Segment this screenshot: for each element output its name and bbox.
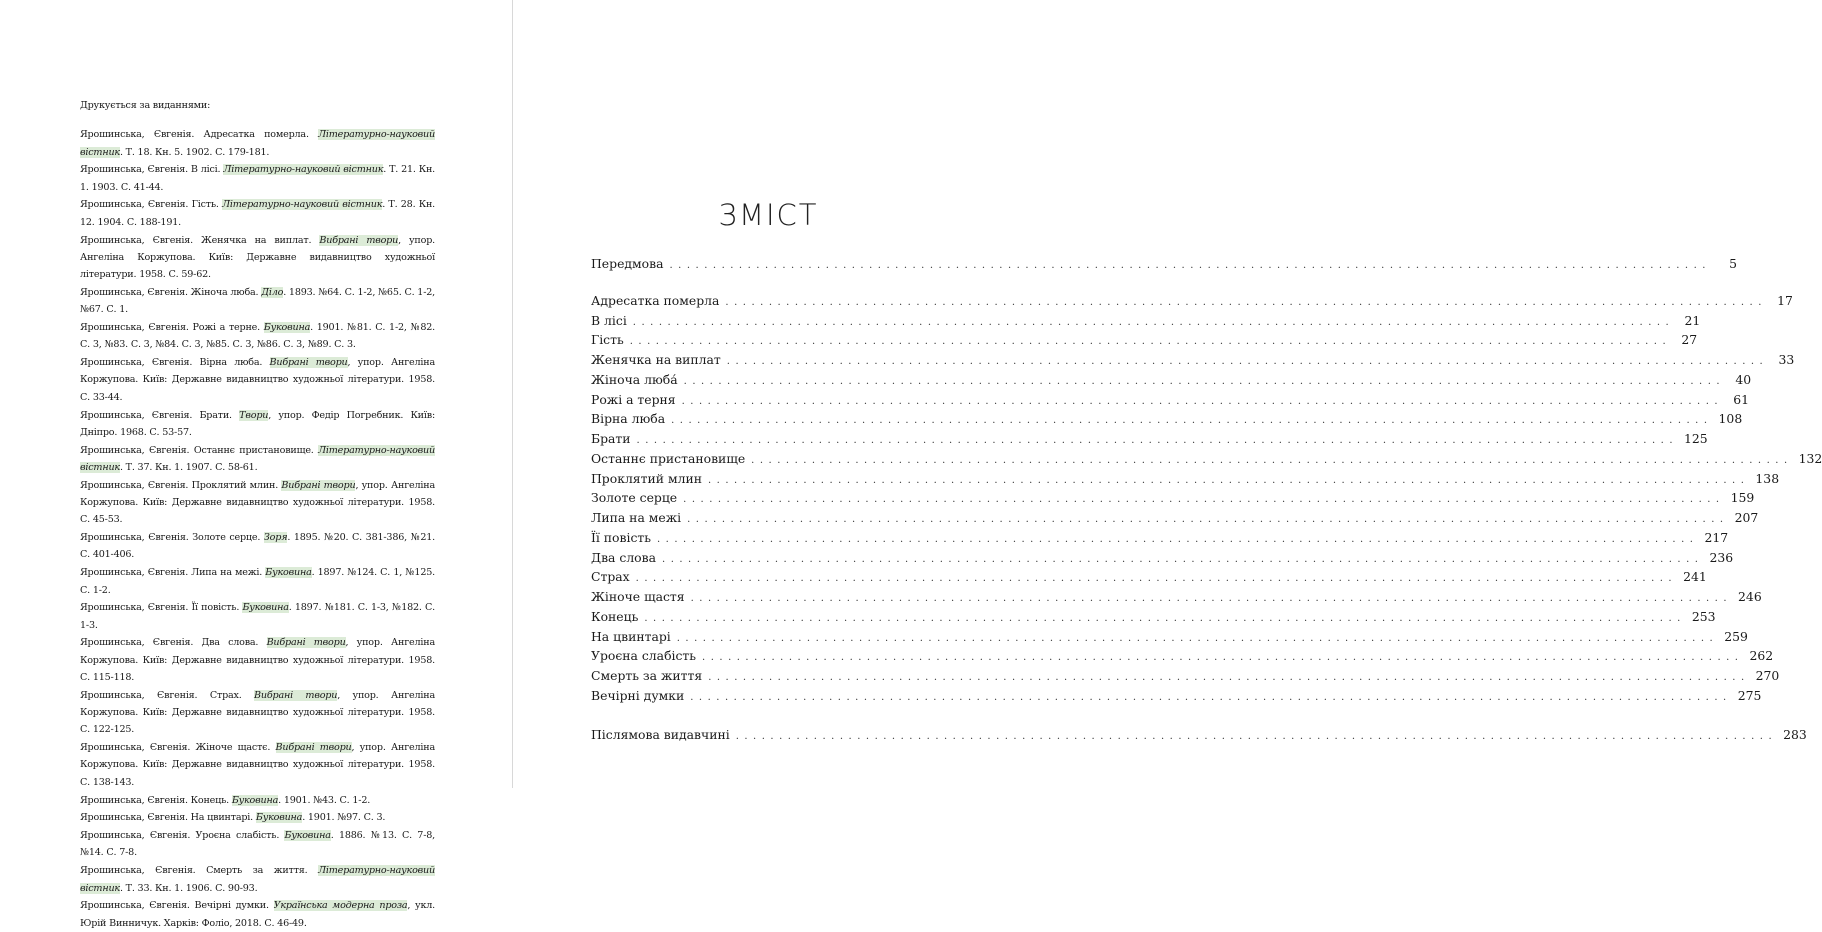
toc-item-page: 275 [1737, 687, 1762, 703]
source-entry-text: Ярошинська, Євгенія. Проклятий млин. [80, 479, 282, 491]
toc-row[interactable] [591, 569, 1707, 589]
toc-item-title: Рожі а терня [591, 391, 676, 407]
toc-row[interactable] [591, 391, 1750, 412]
source-publication-highlight: Буковина [242, 602, 289, 614]
toc-leader: ........................................................................................................................ [683, 375, 1726, 387]
source-entry [80, 477, 435, 529]
toc-item-title: Передмова [591, 256, 664, 271]
toc-leader: ........................................................................................................................ [708, 672, 1750, 683]
source-entry [80, 599, 435, 634]
toc-item-title: Страх [591, 569, 630, 585]
toc-item-title: На цвинтарі [591, 628, 671, 644]
source-entry-text: Ярошинська, Євгенія. Гість. [80, 199, 223, 211]
source-entry-text: Ярошинська, Євгенія. В лісі. [80, 164, 224, 176]
toc-leader: ........................................................................................................................ [629, 336, 1672, 348]
toc-leader: ........................................................................................................................ [635, 573, 1678, 585]
source-publication-highlight: Вибрані твори [275, 742, 352, 754]
toc-item-page: 27 [1681, 332, 1698, 348]
toc-row[interactable] [591, 470, 1780, 491]
source-entry-text: Ярошинська, Євгенія. Два слова. [80, 637, 267, 649]
source-publication-highlight: Твори [239, 409, 269, 421]
toc-row-afterword[interactable] [591, 726, 1807, 747]
source-entry [80, 529, 435, 564]
toc-item-page: 5 [1729, 256, 1737, 271]
source-entry-text: Ярошинська, Євгенія. Жіноче щастє. [80, 742, 276, 754]
source-entry-text: Ярошинська, Євгенія. Смерть за життя. [80, 865, 319, 877]
source-entry [80, 161, 435, 196]
toc-row[interactable] [591, 292, 1793, 313]
toc-row[interactable] [591, 312, 1701, 333]
toc-leader: ........................................................................................................................ [632, 316, 1675, 328]
source-entry-text: Ярошинська, Євгенія. Уроєна слабість. [80, 830, 285, 842]
toc-leader: ........................................................................................................................ [662, 553, 1704, 565]
toc-row[interactable] [591, 529, 1729, 550]
source-entry [80, 809, 435, 826]
source-publication-highlight: Зоря [263, 532, 288, 544]
source-entry-details: . Т. 18. Кн. 5. 1902. С. 179-181. [119, 146, 270, 158]
toc-row[interactable] [591, 687, 1762, 708]
toc-row[interactable] [591, 332, 1698, 352]
source-publication-highlight: Літературно-науковий вістник [80, 444, 435, 473]
toc-leader: ........................................................................................................................ [683, 494, 1725, 506]
toc-leader: ........................................................................................................................ [636, 435, 1678, 446]
source-entry-text: Ярошинська, Євгенія. Вірна люба. [80, 357, 270, 369]
toc-row[interactable] [591, 510, 1759, 530]
left-page [0, 0, 512, 929]
toc-item-title: Конець [591, 608, 639, 624]
source-entry-text: Ярошинська, Євгенія. Конець. [80, 794, 232, 806]
source-entry-details: . 1886. №13. С. 7-8, №14. С. 7-8. [80, 830, 435, 859]
source-entry-details: , упор. Ангеліна Коржупова. Київ: Державне видавництво художньої літератури. 1958. С. 115-118. [80, 637, 435, 683]
toc-row[interactable] [591, 352, 1795, 372]
source-entry [80, 564, 435, 599]
toc-item-page: 61 [1733, 391, 1750, 407]
source-publication-highlight: Буковина [284, 830, 331, 842]
toc-item-page: 241 [1683, 569, 1707, 585]
source-entry-text: Ярошинська, Євгенія. Страх. [80, 689, 255, 701]
table-of-contents [591, 256, 1822, 746]
toc-leader: ........................................................................................................................ [671, 415, 1713, 427]
toc-item-title: Гість [591, 332, 624, 348]
source-publication-highlight: Буковина [265, 567, 312, 579]
source-publication-highlight: Літературно-науковий вістник [80, 129, 435, 158]
toc-row[interactable] [591, 648, 1774, 668]
source-entry-details: . 1895. №20. С. 381-386, №21. С. 401-406. [80, 532, 435, 561]
source-entry-details: . 1897. №181. С. 1-3, №182. С. 1-3. [80, 602, 435, 631]
toc-row[interactable] [591, 490, 1755, 510]
sources-heading: Друкується за виданнями: [80, 100, 211, 111]
source-entry-details: . Т. 28. Кн. 12. 1904. С. 188-191. [80, 199, 436, 228]
toc-leader: ........................................................................................................................ [751, 454, 1793, 466]
toc-leader: ........................................................................................................................ [657, 533, 1699, 545]
source-publication-highlight: Вибрані твори [319, 234, 399, 246]
toc-leader: ........................................................................................................................ [687, 514, 1729, 525]
toc-leader: ........................................................................................................................ [735, 730, 1778, 742]
source-entry [80, 739, 435, 791]
toc-row[interactable] [591, 628, 1748, 649]
toc-item-page: 217 [1704, 529, 1729, 545]
toc-item-title: Її повість [591, 529, 651, 545]
toc-leader: ........................................................................................................................ [702, 652, 1744, 664]
source-entry [80, 354, 435, 406]
toc-leader: ........................................................................................................................ [690, 593, 1733, 604]
source-entry [80, 897, 435, 932]
source-publication-highlight: Літературно-науковий вістник [222, 199, 383, 211]
source-entry-details: , упор. Ангеліна Коржупова. Київ: Державне видавництво художньої літератури. 1958. С. 59-62. [80, 234, 435, 281]
toc-item-title: Два слова [591, 549, 657, 565]
toc-item-page: 108 [1718, 411, 1743, 427]
source-entry-text: Ярошинська, Євгенія. На цвинтарі. [80, 812, 256, 824]
toc-leader: ........................................................................................................................ [725, 296, 1767, 308]
sources-list [80, 97, 435, 932]
toc-item-page: 253 [1691, 608, 1716, 624]
source-entry-details: , упор. Федір Погребник. Київ: Дніпро. 1968. С. 53-57. [80, 409, 435, 438]
source-publication-highlight: Вибрані твори [269, 357, 348, 369]
source-entry-text: Ярошинська, Євгенія. Липа на межі. [80, 567, 266, 579]
source-publication-highlight: Вибрані твори [266, 637, 346, 649]
source-entry [80, 862, 435, 897]
source-entry-details: . Т. 33. Кн. 1. 1906. С. 90-93. [119, 882, 258, 894]
toc-item-title: Проклятий млин [591, 470, 702, 486]
toc-row[interactable] [591, 431, 1708, 451]
toc-item-page: 246 [1738, 589, 1762, 604]
source-entry-details: , упор. Ангеліна Коржупова. Київ: Державне видавництво художньої літератури. 1958. С. 122-125. [80, 689, 435, 736]
source-entry [80, 126, 435, 161]
toc-item-title: Вірна люба [591, 411, 666, 427]
toc-item-page: 21 [1684, 312, 1701, 328]
toc-leader: ........................................................................................................................ [669, 260, 1711, 271]
source-publication-highlight: Літературно-науковий вістник [80, 865, 435, 894]
source-publication-highlight: Діло [261, 286, 284, 298]
toc-item-title: Женячка на виплат [591, 352, 721, 367]
source-entry-details: , упор. Ангеліна Коржупова. Київ: Державне видавництво художньої літератури. 1958. С. 33-44. [80, 357, 435, 403]
sources-entries [80, 126, 435, 932]
toc-item-title: Брати [591, 431, 631, 446]
source-entry [80, 284, 435, 319]
source-entry [80, 687, 435, 739]
source-publication-highlight: Українська модерна проза [273, 900, 408, 912]
toc-item-page: 283 [1783, 726, 1807, 742]
toc-item-page: 138 [1755, 470, 1780, 486]
toc-leader: ........................................................................................................................ [726, 356, 1769, 367]
toc-row[interactable] [591, 549, 1734, 570]
toc-item-page: 17 [1777, 292, 1793, 308]
toc-row[interactable] [591, 411, 1743, 431]
source-publication-highlight: Вибрані твори [254, 689, 338, 701]
source-entry-text: Ярошинська, Євгенія. Брати. [80, 409, 240, 421]
toc-item-title: Останнє пристановище [591, 450, 746, 466]
source-entry-text: Ярошинська, Євгенія. Золоте серце. [80, 532, 264, 544]
source-entry-details: . 1901. №43. С. 1-2. [278, 794, 371, 806]
source-entry [80, 442, 435, 477]
toc-item-title: Жіноче щастя [591, 589, 685, 604]
toc-item-title: Смерть за життя [591, 668, 703, 683]
toc-item-title: Золоте серце [591, 490, 678, 506]
source-entry [80, 634, 435, 686]
toc-leader: ........................................................................................................................ [707, 474, 1750, 486]
source-entry-details: . Т. 37. Кн. 1. 1907. С. 58-61. [119, 461, 258, 473]
source-entry [80, 319, 435, 354]
source-entry-details: , упор. Ангеліна Коржупова. Київ: Державне видавництво художньої літератури. 1958. С. 138-143. [80, 742, 435, 788]
toc-row-preface[interactable] [591, 256, 1737, 276]
toc-item-page: 125 [1684, 431, 1708, 446]
toc-spacer [591, 276, 947, 293]
source-entry-details: , упор. Ангеліна Коржупова. Київ: Державне видавництво художньої літератури. 1958. С. 45-53. [80, 479, 435, 526]
toc-item-title: Післямова видавчині [591, 726, 730, 742]
source-entry [80, 232, 435, 284]
toc-item-page: 270 [1755, 668, 1780, 683]
toc-row[interactable] [591, 608, 1716, 629]
toc-item-title: В лісі [591, 312, 627, 328]
source-entry-text: Ярошинська, Євгенія. Адресатка померла. [80, 129, 319, 141]
source-entry [80, 407, 435, 442]
toc-item-title: Жіноча люба́ [591, 371, 678, 387]
toc-items [591, 292, 1822, 708]
source-entry-text: Ярошинська, Євгенія. Рожі а терне. [80, 322, 264, 334]
toc-item-page: 132 [1798, 450, 1822, 466]
right-page [513, 0, 1822, 788]
toc-item-page: 207 [1734, 510, 1759, 525]
toc-item-page: 262 [1749, 648, 1774, 664]
toc-item-title: Липа на межі [591, 510, 682, 525]
source-publication-highlight: Буковина [231, 794, 279, 806]
toc-row[interactable] [591, 668, 1780, 688]
toc-spacer [591, 708, 947, 727]
toc-leader: ........................................................................................................................ [676, 632, 1719, 644]
source-publication-highlight: Буковина [263, 322, 311, 334]
source-entry-details: . 1901. №81. С. 1-2, №82. С. 3, №83. С. 3, №84. С. 3, №85. С. 3, №86. С. 3, №89. С. 3. [80, 322, 435, 351]
toc-leader: ........................................................................................................................ [644, 612, 1686, 624]
source-entry [80, 792, 435, 809]
source-entry-text: Ярошинська, Євгенія. Її повість. [80, 602, 243, 614]
source-publication-highlight: Буковина [255, 812, 303, 824]
toc-item-page: 40 [1735, 371, 1752, 387]
toc-title: ЗМІСТ [718, 198, 819, 232]
source-entry-details: . 1897. №124. С. 1, №125. С. 1-2. [80, 567, 435, 596]
source-entry-text: Ярошинська, Євгенія. Жіноча люба. [80, 286, 262, 298]
source-entry [80, 827, 435, 862]
source-entry-details: . 1901. №97. С. 3. [302, 812, 386, 824]
toc-item-page: 236 [1709, 549, 1734, 565]
toc-item-page: 159 [1730, 490, 1755, 506]
source-publication-highlight: Літературно-науковий вістник [223, 164, 384, 176]
source-entry [80, 196, 435, 231]
source-entry-text: Ярошинська, Євгенія. Женячка на виплат. [80, 234, 320, 246]
source-entry-details: . 1893. №64. С. 1-2, №65. С. 1-2, №67. С. 1. [80, 286, 435, 316]
source-entry-text: Ярошинська, Євгенія. Останнє пристановище. [80, 444, 319, 456]
toc-leader: ........................................................................................................................ [681, 395, 1724, 407]
source-publication-highlight: Вибрані твори [281, 479, 356, 491]
toc-row[interactable] [591, 450, 1822, 471]
toc-item-page: 33 [1778, 352, 1795, 367]
toc-item-title: Уроєна слабість [591, 648, 697, 664]
toc-row[interactable] [591, 589, 1762, 609]
source-entry-details: , укл. Юрій Винничук. Харків: Фоліо, 2018. С. 46-49. [80, 900, 435, 929]
toc-item-page: 259 [1724, 628, 1748, 644]
toc-leader: ........................................................................................................................ [690, 691, 1732, 703]
source-entry-details: . Т. 21. Кн. 1. 1903. С. 41-44. [80, 164, 436, 193]
toc-row[interactable] [591, 371, 1752, 392]
source-entry-text: Ярошинська, Євгенія. Вечірні думки. [80, 900, 274, 912]
toc-item-title: Вечірні думки [591, 687, 685, 703]
toc-item-title: Адресатка померла [591, 292, 720, 308]
